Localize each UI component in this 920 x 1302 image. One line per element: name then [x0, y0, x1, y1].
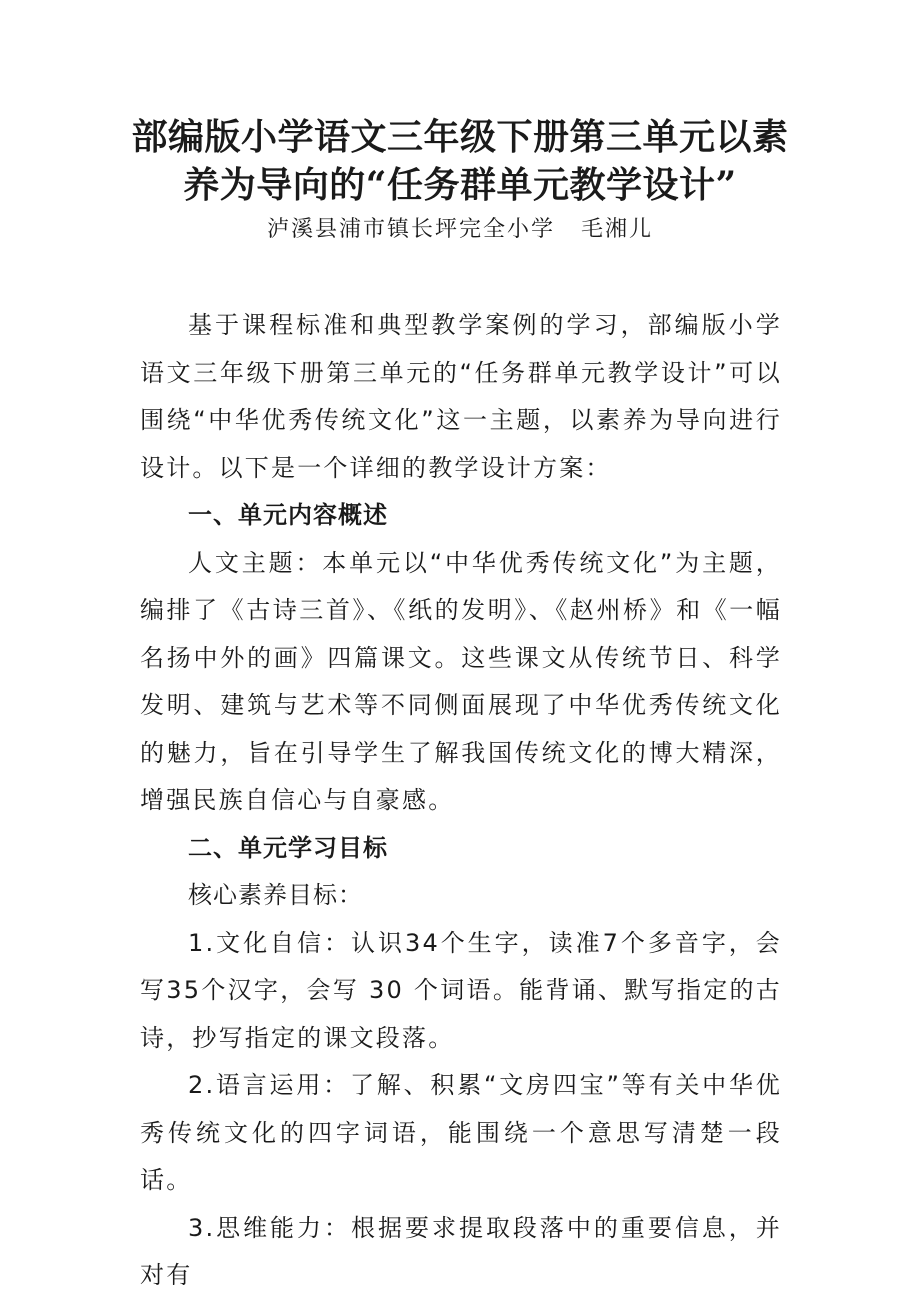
document-title-line-2: 养为导向的“任务群单元教学设计” — [183, 164, 737, 206]
document-body — [140, 302, 782, 1300]
goal-2-paragraph: 2.语言运用：了解、积累“文房四宝”等有关中华优秀传统文化的四字词语，能围绕一个意思写清楚一段话。 — [140, 1071, 782, 1194]
section-heading-1: 一、单元内容概述 — [188, 501, 388, 529]
document-title-line-1: 部编版小学语文三年级下册第三单元以素 — [131, 116, 789, 158]
author-name: 毛湘儿 — [581, 217, 654, 242]
goal-3-paragraph: 3.思维能力：根据要求提取段落中的重要信息，并对有 — [140, 1213, 782, 1289]
section-heading-2: 二、单元学习目标 — [188, 833, 388, 862]
author-line — [60, 214, 860, 246]
core-goals-label: 核心素养目标： — [188, 881, 363, 909]
goal-1-paragraph: 1.文化自信：认识34个生字，读准7个多音字，会写35个汉字，会写 30 个词语。能背诵、默写指定的古诗，抄写指定的课文段落。 — [140, 928, 782, 1052]
intro-paragraph: 基于课程标准和典型教学案例的学习，部编版小学语文三年级下册第三单元的“任务群单元教学设计”可以围绕“中华优秀传统文化”这一主题，以素养为导向进行设计。以下是一个详细的教学设计方案： — [140, 311, 782, 482]
section-1-paragraph: 人文主题：本单元以“中华优秀传统文化”为主题，编排了《古诗三首》、《纸的发明》、《赵州桥》和《一幅名扬中外的画》四篇课文。这些课文从传统节日、科学发明、建筑与艺术等不同侧面展现了中华优秀传统文化的魅力，旨在引导学生了解我国传统文化的博大精深，增强民族自信心与自豪感。 — [140, 548, 782, 814]
school-name: 泸溪县浦市镇长坪完全小学 — [266, 217, 555, 242]
